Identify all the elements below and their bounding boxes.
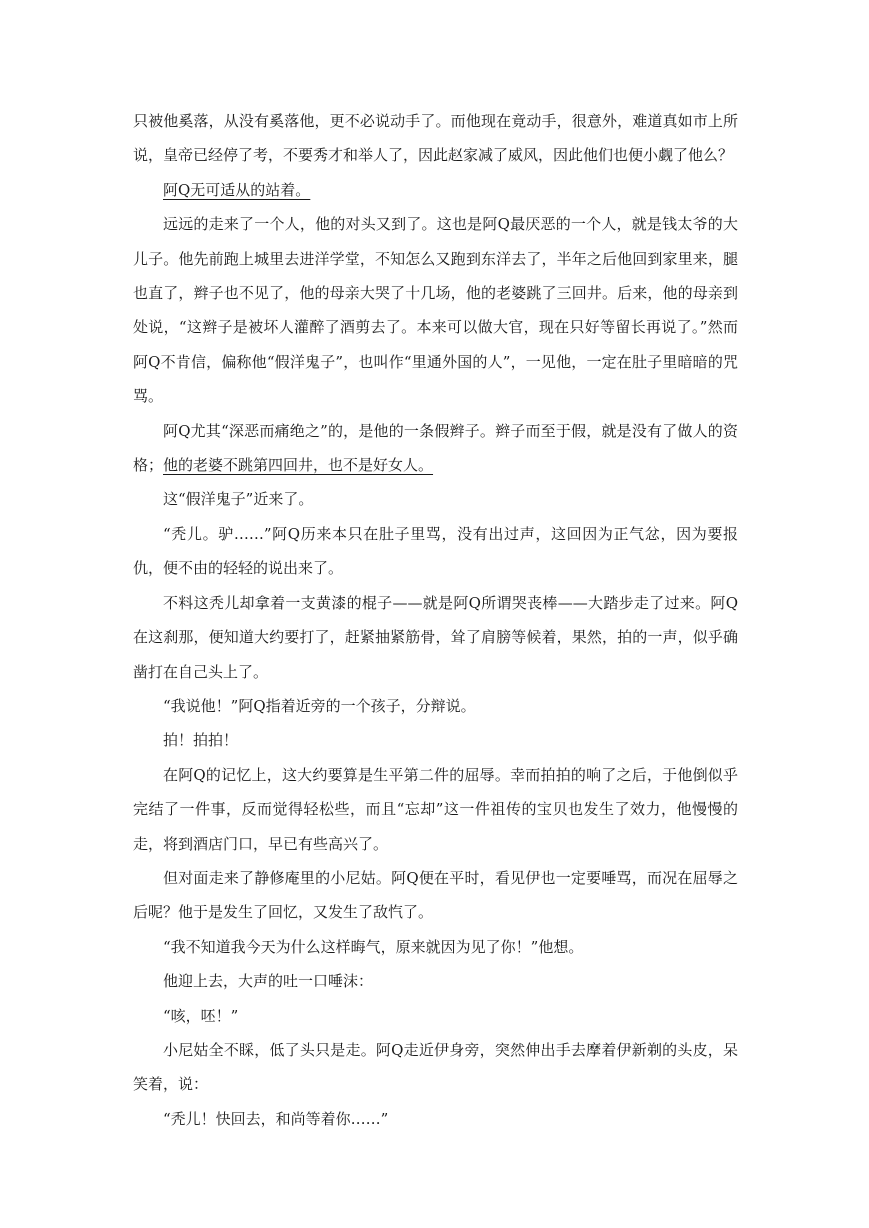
paragraph-1	[133, 104, 738, 173]
paragraph-7	[133, 586, 738, 689]
paragraph-11-text: 但对面走来了静修庵里的小尼姑。阿Q便在平时，看见伊也一定要唾骂，而况在屈辱之后呢？他于是发生了回忆，又发生了敌忾了。	[133, 868, 738, 922]
paragraph-12-text: “我不知道我今天为什么这样晦气，原来就因为见了你！”他想。	[163, 937, 584, 956]
paragraph-3	[133, 207, 738, 413]
paragraph-9	[133, 723, 738, 757]
paragraph-1-text: 只被他奚落，从没有奚落他，更不必说动手了。而他现在竟动手，很意外，难道真如市上所说，皇帝已经停了考，不要秀才和举人了，因此赵家减了威风，因此他们也便小觑了他么？	[133, 112, 738, 165]
document-page	[133, 104, 738, 1136]
paragraph-4-text: 阿Q尤其“深恶而痛绝之”的，是他的一条假辫子。辫子而至于假，就是没有了做人的资格；	[133, 421, 738, 475]
paragraph-5	[133, 482, 738, 516]
paragraph-6	[133, 517, 738, 586]
paragraph-5-text: 这“假洋鬼子”近来了。	[163, 490, 314, 509]
paragraph-15-text: 小尼姑全不睬，低了头只是走。阿Q走近伊身旁，突然伸出手去摩着伊新剃的头皮，呆笑着，说：	[133, 1040, 738, 1094]
paragraph-4-underlined-text: 他的老婆不跳第四回井，也不是好女人。	[163, 456, 434, 475]
paragraph-14	[133, 999, 738, 1033]
paragraph-16-text: “秃儿！快回去，和尚等着你……”	[163, 1109, 389, 1128]
paragraph-6-text: “秃儿。驴……”阿Q历来本只在肚子里骂，没有出过声，这回因为正气忿，因为要报仇，便不由的轻轻的说出来了。	[133, 524, 738, 578]
paragraph-10	[133, 758, 738, 861]
paragraph-2	[133, 173, 738, 207]
paragraph-8	[133, 689, 738, 723]
paragraph-7-text: 不料这秃儿却拿着一支黄漆的棍子——就是阿Q所谓哭丧棒——大踏步走了过来。阿Q在这刹那，便知道大约要打了，赶紧抽紧筋骨，耸了肩膀等候着，果然，拍的一声，似乎确凿打在自己头上了。	[133, 593, 738, 681]
paragraph-2-underlined-text: 阿Q无可适从的站着。	[163, 180, 311, 199]
paragraph-15	[133, 1033, 738, 1102]
paragraph-4	[133, 414, 738, 483]
paragraph-3-text: 远远的走来了一个人，他的对头又到了。这也是阿Q最厌恶的一个人，就是钱太爷的大儿子。他先前跑上城里去进洋学堂，不知怎么又跑到东洋去了，半年之后他回到家里来，腿也直了，辫子也不见了，他的母亲大哭了十几场，他的老婆跳了三回井。后来，他的母亲到处说，“这辫子是被坏人灌醉了酒剪去了。本来可以做大官，现在只好等留长再说了。”然而阿Q不肯信，偏称他“假洋鬼子”，也叫作“里通外国的人”，一见他，一定在肚子里暗暗的咒骂。	[133, 215, 738, 406]
paragraph-13-text: 他迎上去，大声的吐一口唾沫：	[163, 972, 374, 991]
paragraph-16	[133, 1102, 738, 1136]
paragraph-8-text: “我说他！”阿Q指着近旁的一个孩子，分辩说。	[163, 696, 476, 715]
paragraph-13	[133, 964, 738, 998]
paragraph-10-text: 在阿Q的记忆上，这大约要算是生平第二件的屈辱。幸而拍拍的响了之后，于他倒似乎完结了一件事，反而觉得轻松些，而且“忘却”这一件祖传的宝贝也发生了效力，他慢慢的走，将到酒店门口，早已有些高兴了。	[133, 765, 738, 853]
paragraph-11	[133, 861, 738, 930]
paragraph-9-text: 拍！拍拍！	[163, 731, 239, 750]
paragraph-12	[133, 930, 738, 964]
paragraph-14-text: “咳，呸！”	[163, 1006, 239, 1025]
